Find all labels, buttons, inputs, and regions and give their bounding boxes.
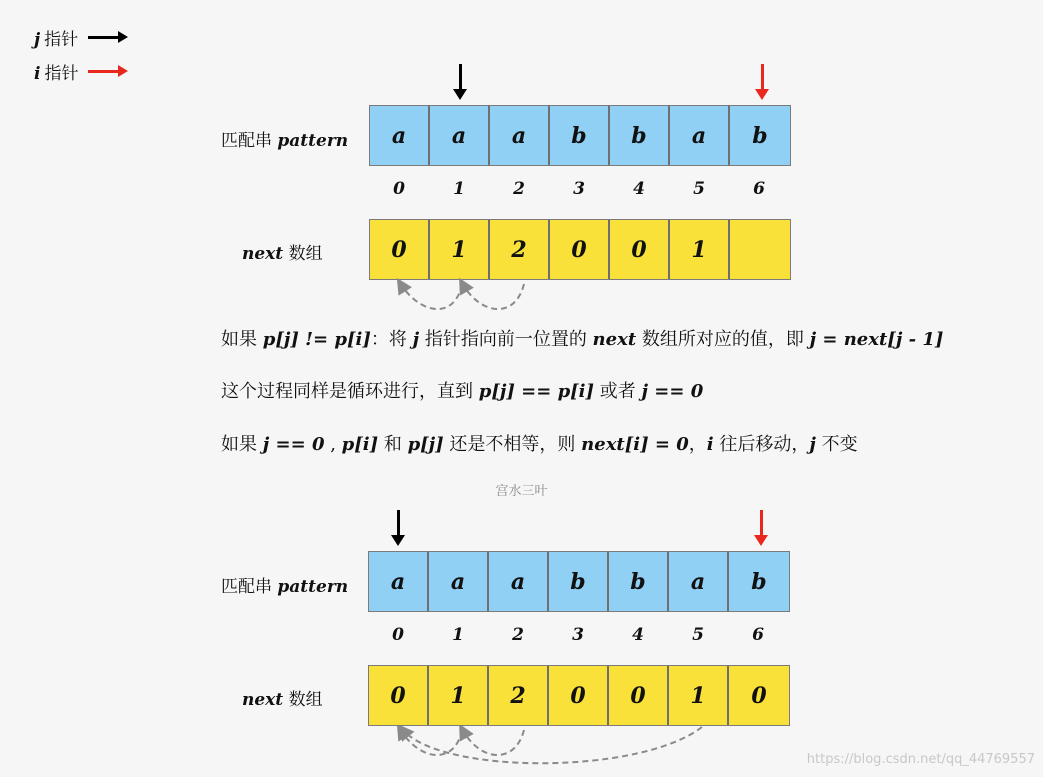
legend-i-var: i (34, 63, 41, 84)
watermark: https://blog.csdn.net/qq_44769557 (806, 752, 1035, 767)
index-label: 3 (573, 179, 585, 199)
pattern-cell: b (730, 106, 790, 165)
pattern-cell: b (550, 106, 610, 165)
pattern-cell: a (370, 106, 430, 165)
index-label: 2 (512, 625, 524, 645)
pattern-cell: a (490, 106, 550, 165)
pattern-row-label: 匹配串 pattern (221, 131, 349, 151)
next-cell: 0 (370, 220, 430, 279)
index-label: 1 (453, 179, 465, 199)
next-cell: 0 (369, 666, 429, 725)
explanation-line-3: 如果 j == 0 , p[i] 和 p[j] 还是不相等，则 next[i] = 0，i 往后移动，j 不变 (221, 434, 858, 455)
explanation-line-2: 这个过程同样是循环进行，直到 p[j] == p[i] 或者 j == 0 (221, 381, 704, 402)
next-cell: 2 (489, 666, 549, 725)
next-cell: 1 (430, 220, 490, 279)
caption: 宫水三叶 (495, 484, 548, 499)
fallback-curve (462, 283, 524, 309)
index-label: 1 (452, 625, 464, 645)
explanation-line-1: 如果 p[j] != p[i]：将 j 指针指向前一位置的 next 数组所对应的值，即 j = next[j - 1] (221, 329, 944, 350)
next-cell: 0 (609, 666, 669, 725)
pattern-cell: a (489, 552, 549, 611)
index-label: 2 (513, 179, 525, 199)
pattern-cell: a (669, 552, 729, 611)
pattern-cell: b (729, 552, 789, 611)
next-cell: 2 (490, 220, 550, 279)
pattern-cell: b (610, 106, 670, 165)
next-row-label: next 数组 (242, 244, 323, 264)
index-label: 0 (392, 625, 404, 645)
index-label: 4 (633, 179, 645, 199)
next-cell: 0 (549, 666, 609, 725)
index-label: 5 (692, 625, 704, 645)
pattern-cell: a (430, 106, 490, 165)
next-cell: 0 (729, 666, 789, 725)
pattern-array (368, 551, 790, 612)
fallback-curve (402, 727, 702, 763)
legend-j-var: j (34, 29, 41, 50)
pattern-cell: a (369, 552, 429, 611)
pattern-row-label: 匹配串 pattern (221, 577, 349, 597)
next-cell: 1 (669, 666, 729, 725)
next-row-label: next 数组 (242, 690, 323, 710)
next-cell: 1 (670, 220, 730, 279)
index-label: 0 (393, 179, 405, 199)
next-cell: 0 (550, 220, 610, 279)
next-array (368, 665, 790, 726)
index-label: 3 (572, 625, 584, 645)
legend-i-text: 指针 (44, 63, 79, 84)
legend-j-text: 指针 (44, 29, 79, 50)
next-cell: 1 (429, 666, 489, 725)
next-cell: 0 (610, 220, 670, 279)
pattern-cell: a (429, 552, 489, 611)
index-row (368, 625, 788, 645)
pattern-cell: b (609, 552, 669, 611)
pattern-cell: a (670, 106, 730, 165)
index-label: 6 (752, 625, 764, 645)
fallback-curve (462, 729, 524, 755)
fallback-curve (400, 283, 462, 309)
index-label: 5 (693, 179, 705, 199)
fallback-curve (400, 729, 462, 755)
index-label: 6 (753, 179, 765, 199)
index-label: 4 (632, 625, 644, 645)
pattern-cell: b (549, 552, 609, 611)
